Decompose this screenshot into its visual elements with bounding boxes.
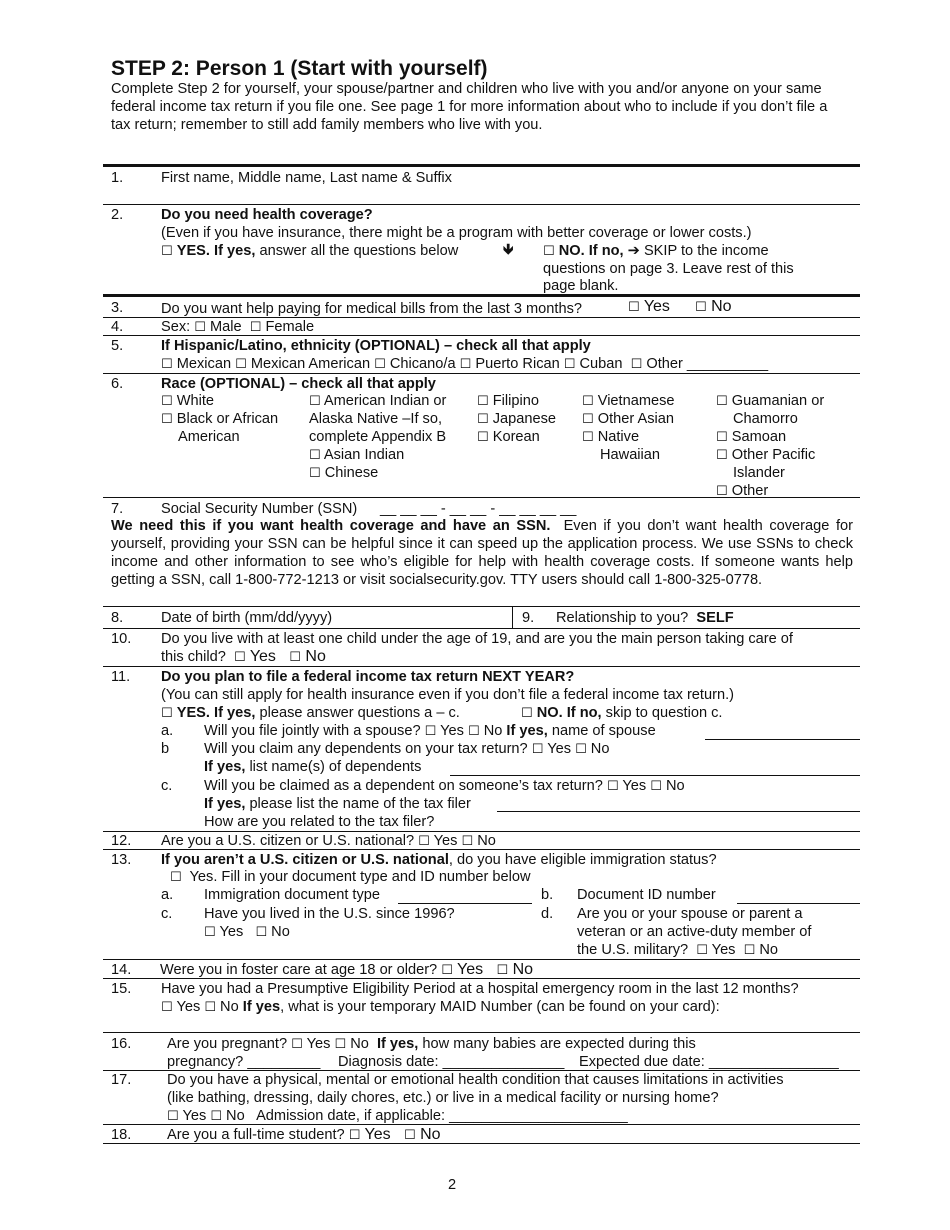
checkbox-icon[interactable]: ☐ bbox=[348, 1128, 361, 1143]
q2-no-text: questions on page 3. Leave rest of this bbox=[543, 261, 794, 277]
page-number: 2 bbox=[448, 1177, 457, 1193]
q4-label: Sex: ☐ Male ☐ Female bbox=[161, 319, 315, 335]
q5-label: If Hispanic/Latino, ethnicity (OPTIONAL) – check all that apply bbox=[161, 338, 591, 354]
checkbox-icon[interactable]: ☐ bbox=[161, 412, 173, 427]
race-other-pacific[interactable]: ☐ Other Pacific bbox=[716, 447, 816, 463]
q14-number: 14. bbox=[111, 962, 132, 978]
checkbox-icon[interactable]: ☐ bbox=[309, 448, 321, 463]
q5-number: 5. bbox=[111, 338, 124, 354]
q3-label: Do you want help paying for medical bills from the last 3 months? bbox=[161, 301, 582, 317]
q11a-text: Will you file jointly with a spouse? ☐ Yes ☐ No If yes, name of spouse bbox=[204, 723, 656, 739]
q6-label: Race (OPTIONAL) – check all that apply bbox=[161, 376, 436, 392]
checkbox-icon[interactable]: ☐ bbox=[424, 724, 437, 739]
checkbox-icon[interactable]: ☐ bbox=[606, 779, 619, 794]
checkbox-icon[interactable]: ☐ bbox=[531, 742, 544, 757]
race-text: Islander bbox=[733, 465, 785, 481]
checkbox-icon[interactable]: ☐ bbox=[418, 834, 430, 849]
q11b-letter: b bbox=[161, 741, 170, 757]
q11c-text: Will you be claimed as a dependent on someone’s tax return? ☐ Yes ☐ No bbox=[204, 778, 685, 794]
tax-filer-field[interactable] bbox=[497, 811, 860, 812]
checkbox-icon[interactable]: ☐ bbox=[194, 320, 206, 335]
q12-number: 12. bbox=[111, 833, 132, 849]
q2-label: Do you need health coverage? bbox=[161, 207, 373, 223]
checkbox-icon[interactable]: ☐ bbox=[403, 1128, 416, 1143]
q17-label: Do you have a physical, mental or emotional health condition that causes limitations in activities bbox=[167, 1072, 784, 1088]
q4-number: 4. bbox=[111, 319, 124, 335]
q11c-filer: If yes, please list the name of the tax filer bbox=[204, 796, 471, 812]
ssn-explanation: We need this if you want health coverage and have an SSN. Even if you don’t want health coverage for yourself, providing your SSN can be helpful since it can speed up the application process. We use SSNs to check income and other information to see who’s eligible for help with health coverage costs. If someone wants help getting a SSN, call 1-800-772-1213 or visit socialsecurity.gov. TTY users should call 1-800-325-0778. bbox=[111, 518, 853, 588]
q11c-relation: How are you related to the tax filer? bbox=[204, 814, 435, 830]
q3-no-option[interactable]: ☐ No bbox=[695, 298, 732, 315]
q15-options: ☐ Yes ☐ No If yes, what is your temporary MAID Number (can be found on your card): bbox=[161, 999, 720, 1015]
race-vietnamese[interactable]: ☐ Vietnamese bbox=[582, 393, 675, 409]
checkbox-icon[interactable]: ☐ bbox=[291, 1037, 303, 1052]
checkbox-icon[interactable]: ☐ bbox=[716, 448, 728, 463]
race-korean[interactable]: ☐ Korean bbox=[477, 429, 540, 445]
checkbox-icon[interactable]: ☐ bbox=[477, 394, 489, 409]
race-text: Chamorro bbox=[733, 411, 798, 427]
checkbox-icon[interactable]: ☐ bbox=[575, 742, 587, 757]
checkbox-icon[interactable]: ☐ bbox=[630, 357, 643, 372]
checkbox-icon[interactable]: ☐ bbox=[441, 963, 453, 978]
pregnancy-count-field[interactable]: pregnancy? _________ bbox=[167, 1054, 321, 1070]
q12-label: Are you a U.S. citizen or U.S. national? ☐ Yes ☐ No bbox=[161, 833, 496, 849]
q3-yes-option[interactable]: ☐ Yes bbox=[628, 298, 670, 315]
q9-number: 9. bbox=[522, 610, 535, 626]
checkbox-icon[interactable]: ☐ bbox=[161, 357, 173, 372]
checkbox-icon[interactable]: ☐ bbox=[255, 925, 268, 940]
page-title: STEP 2: Person 1 (Start with yourself) bbox=[111, 57, 488, 80]
q2-number: 2. bbox=[111, 207, 124, 223]
checkbox-icon[interactable]: ☐ bbox=[161, 706, 173, 721]
checkbox-icon[interactable]: ☐ bbox=[582, 430, 594, 445]
q13a-letter: a. bbox=[161, 887, 174, 903]
q13b-letter: b. bbox=[541, 887, 554, 903]
q13b-text: Document ID number bbox=[577, 887, 716, 903]
rule bbox=[103, 1032, 860, 1033]
race-asian-indian[interactable]: ☐ Asian Indian bbox=[309, 447, 405, 463]
race-text: complete Appendix B bbox=[309, 429, 447, 445]
intro-text: Complete Step 2 for yourself, your spouse/partner and children who live with you and/or anyone on your same federal income tax return if you file one. See page 1 for more information about who to include if you don’t file a tax return; remember to still add family members who live with you. bbox=[111, 81, 828, 133]
q13c-options: ☐ Yes ☐ No bbox=[204, 924, 290, 940]
checkbox-icon[interactable]: ☐ bbox=[467, 724, 480, 739]
checkbox-icon[interactable]: ☐ bbox=[696, 943, 708, 958]
q7-label: Social Security Number (SSN) bbox=[161, 501, 358, 517]
rule bbox=[103, 164, 860, 167]
checkbox-icon[interactable]: ☐ bbox=[249, 320, 262, 335]
checkbox-icon[interactable]: ☐ bbox=[743, 943, 756, 958]
q1-label: First name, Middle name, Last name & Suffix bbox=[161, 170, 452, 186]
spouse-name-field[interactable] bbox=[705, 739, 860, 740]
checkbox-icon[interactable]: ☐ bbox=[716, 484, 728, 499]
checkbox-icon[interactable]: ☐ bbox=[716, 430, 728, 445]
q13c-letter: c. bbox=[161, 906, 173, 922]
q16-label: Are you pregnant? ☐ Yes ☐ No If yes, how many babies are expected during this bbox=[167, 1036, 696, 1052]
rule bbox=[103, 606, 860, 607]
race-text: American bbox=[178, 429, 240, 445]
q13-label: If you aren’t a U.S. citizen or U.S. national, do you have eligible immigration status? bbox=[161, 852, 717, 868]
q2-no-text: page blank. bbox=[543, 278, 619, 294]
race-american-indian[interactable]: ☐ American Indian or bbox=[309, 393, 447, 409]
q10-label: Do you live with at least one child under the age of 19, and are you the main person taking care of bbox=[161, 631, 793, 647]
q5-options: ☐ Mexican ☐ Mexican American ☐ Chicano/a ☐ Puerto Rican ☐ Cuban ☐ Other __________ bbox=[161, 356, 769, 372]
q11b-text: Will you claim any dependents on your tax return? ☐ Yes ☐ No bbox=[204, 741, 610, 757]
admission-date-field[interactable]: Admission date, if applicable: ______________________ bbox=[256, 1108, 628, 1124]
checkbox-icon[interactable]: ☐ bbox=[334, 1037, 347, 1052]
q8-number: 8. bbox=[111, 610, 124, 626]
q2-yes-option[interactable]: ☐ YES. If yes, answer all the questions below bbox=[161, 243, 459, 259]
checkbox-icon[interactable]: ☐ bbox=[289, 650, 301, 665]
q13-yes-option[interactable]: ☐ Yes. Fill in your document type and ID number below bbox=[170, 869, 531, 885]
checkbox-icon[interactable]: ☐ bbox=[170, 870, 182, 885]
checkbox-icon[interactable]: ☐ bbox=[582, 394, 594, 409]
checkbox-icon[interactable]: ☐ bbox=[309, 394, 321, 409]
q2-no-option[interactable]: ☐ NO. If no, ➔ SKIP to the income bbox=[543, 242, 769, 259]
q14-label: Were you in foster care at age 18 or older? ☐ Yes ☐ No bbox=[160, 961, 534, 978]
checkbox-icon[interactable]: ☐ bbox=[167, 1109, 179, 1124]
checkbox-icon[interactable]: ☐ bbox=[477, 412, 489, 427]
q11-no-option[interactable]: ☐ NO. If no, skip to question c. bbox=[521, 705, 723, 721]
q11a-letter: a. bbox=[161, 723, 174, 739]
q13d-text: Are you or your spouse or parent a bbox=[577, 906, 803, 922]
q6-number: 6. bbox=[111, 376, 124, 392]
q17-options: ☐ Yes ☐ No Admission date, if applicable: ______________________ bbox=[167, 1108, 628, 1124]
race-chinese[interactable]: ☐ Chinese bbox=[309, 465, 379, 481]
q13c-text: Have you lived in the U.S. since 1996? bbox=[204, 906, 455, 922]
checkbox-icon[interactable]: ☐ bbox=[650, 779, 662, 794]
q18-label: Are you a full-time student? ☐ Yes ☐ No bbox=[167, 1126, 441, 1143]
checkbox-icon[interactable]: ☐ bbox=[496, 963, 509, 978]
q11-number: 11. bbox=[111, 669, 131, 685]
diagnosis-date-field[interactable]: Diagnosis date: _______________ bbox=[338, 1054, 565, 1070]
q2-note: (Even if you have insurance, there might be a program with better coverage or lower costs.) bbox=[161, 225, 752, 241]
arrow-down-icon: 🡻 bbox=[503, 241, 514, 258]
race-guamanian[interactable]: ☐ Guamanian or bbox=[716, 393, 825, 409]
checkbox-icon[interactable]: ☐ bbox=[563, 357, 576, 372]
checkbox-icon[interactable]: ☐ bbox=[204, 1000, 216, 1015]
race-white[interactable]: ☐ White bbox=[161, 393, 215, 409]
document-id-field[interactable] bbox=[737, 903, 860, 904]
due-date-field[interactable]: Expected due date: ________________ bbox=[579, 1054, 839, 1070]
q10-number: 10. bbox=[111, 631, 132, 647]
q7-number: 7. bbox=[111, 501, 124, 517]
checkbox-icon[interactable]: ☐ bbox=[309, 466, 321, 481]
q13d-letter: d. bbox=[541, 906, 554, 922]
race-text: Hawaiian bbox=[600, 447, 661, 463]
arrow-right-icon: ➔ bbox=[627, 242, 640, 259]
race-filipino[interactable]: ☐ Filipino bbox=[477, 393, 539, 409]
checkbox-icon[interactable]: ☐ bbox=[461, 834, 474, 849]
dependents-field[interactable] bbox=[450, 775, 860, 776]
checkbox-icon[interactable]: ☐ bbox=[477, 430, 489, 445]
divider bbox=[512, 606, 513, 628]
dob-field[interactable]: Date of birth (mm/dd/yyyy) bbox=[161, 610, 333, 626]
q13a-text: Immigration document type bbox=[204, 887, 381, 903]
checkbox-icon[interactable]: ☐ bbox=[716, 394, 728, 409]
document-type-field[interactable] bbox=[398, 903, 532, 904]
q13-number: 13. bbox=[111, 852, 132, 868]
q13d-text: veteran or an active-duty member of bbox=[577, 924, 812, 940]
checkbox-icon[interactable]: ☐ bbox=[161, 394, 173, 409]
q11-label: Do you plan to file a federal income tax return NEXT YEAR? bbox=[161, 669, 575, 685]
checkbox-icon[interactable]: ☐ bbox=[459, 357, 472, 372]
race-text: Alaska Native –If so, bbox=[309, 411, 443, 427]
q9-label: Relationship to you? SELF bbox=[556, 610, 734, 626]
q17-number: 17. bbox=[111, 1072, 132, 1088]
rule bbox=[103, 628, 860, 629]
race-other[interactable]: ☐ Other_______ bbox=[716, 483, 826, 499]
q3-number: 3. bbox=[111, 300, 124, 316]
q10-options: this child? ☐ Yes ☐ No bbox=[161, 648, 326, 665]
q15-number: 15. bbox=[111, 981, 132, 997]
race-japanese[interactable]: ☐ Japanese bbox=[477, 411, 557, 427]
q11-yes-option[interactable]: ☐ YES. If yes, please answer questions a – c. bbox=[161, 705, 460, 721]
q18-number: 18. bbox=[111, 1127, 132, 1143]
q11c-letter: c. bbox=[161, 778, 173, 794]
race-samoan[interactable]: ☐ Samoan bbox=[716, 429, 787, 445]
q11-note: (You can still apply for health insurance even if you don’t file a federal income tax return.) bbox=[161, 687, 734, 703]
checkbox-icon[interactable]: ☐ bbox=[582, 412, 594, 427]
checkbox-icon[interactable]: ☐ bbox=[628, 300, 640, 315]
race-other-asian[interactable]: ☐ Other Asian bbox=[582, 411, 674, 427]
rule bbox=[103, 204, 860, 205]
checkbox-icon[interactable]: ☐ bbox=[161, 1000, 173, 1015]
q15-label: Have you had a Presumptive Eligibility Period at a hospital emergency room in the last 12 months? bbox=[161, 981, 799, 997]
q13d-options: the U.S. military? ☐ Yes ☐ No bbox=[577, 942, 778, 958]
checkbox-icon[interactable]: ☐ bbox=[695, 300, 707, 315]
checkbox-icon[interactable]: ☐ bbox=[235, 357, 247, 372]
q1-number: 1. bbox=[111, 170, 124, 186]
checkbox-icon[interactable]: ☐ bbox=[161, 244, 173, 259]
checkbox-icon[interactable]: ☐ bbox=[234, 650, 246, 665]
race-native-hawaiian[interactable]: ☐ Native bbox=[582, 429, 640, 445]
q11b-list: If yes, list name(s) of dependents bbox=[204, 759, 422, 775]
checkbox-icon[interactable]: ☐ bbox=[374, 357, 386, 372]
q16-number: 16. bbox=[111, 1036, 132, 1052]
race-black[interactable]: ☐ Black or African bbox=[161, 411, 279, 427]
ssn-field[interactable]: __ __ __ - __ __ - __ __ __ __ bbox=[380, 501, 577, 517]
checkbox-icon[interactable]: ☐ bbox=[204, 925, 216, 940]
q17-label: (like bathing, dressing, daily chores, etc.) or live in a medical facility or nursing home? bbox=[167, 1090, 719, 1106]
checkbox-icon[interactable]: ☐ bbox=[210, 1109, 222, 1124]
relationship-value: SELF bbox=[696, 610, 734, 626]
checkbox-icon[interactable]: ☐ bbox=[521, 706, 533, 721]
rule bbox=[103, 294, 860, 297]
checkbox-icon[interactable]: ☐ bbox=[543, 244, 555, 259]
